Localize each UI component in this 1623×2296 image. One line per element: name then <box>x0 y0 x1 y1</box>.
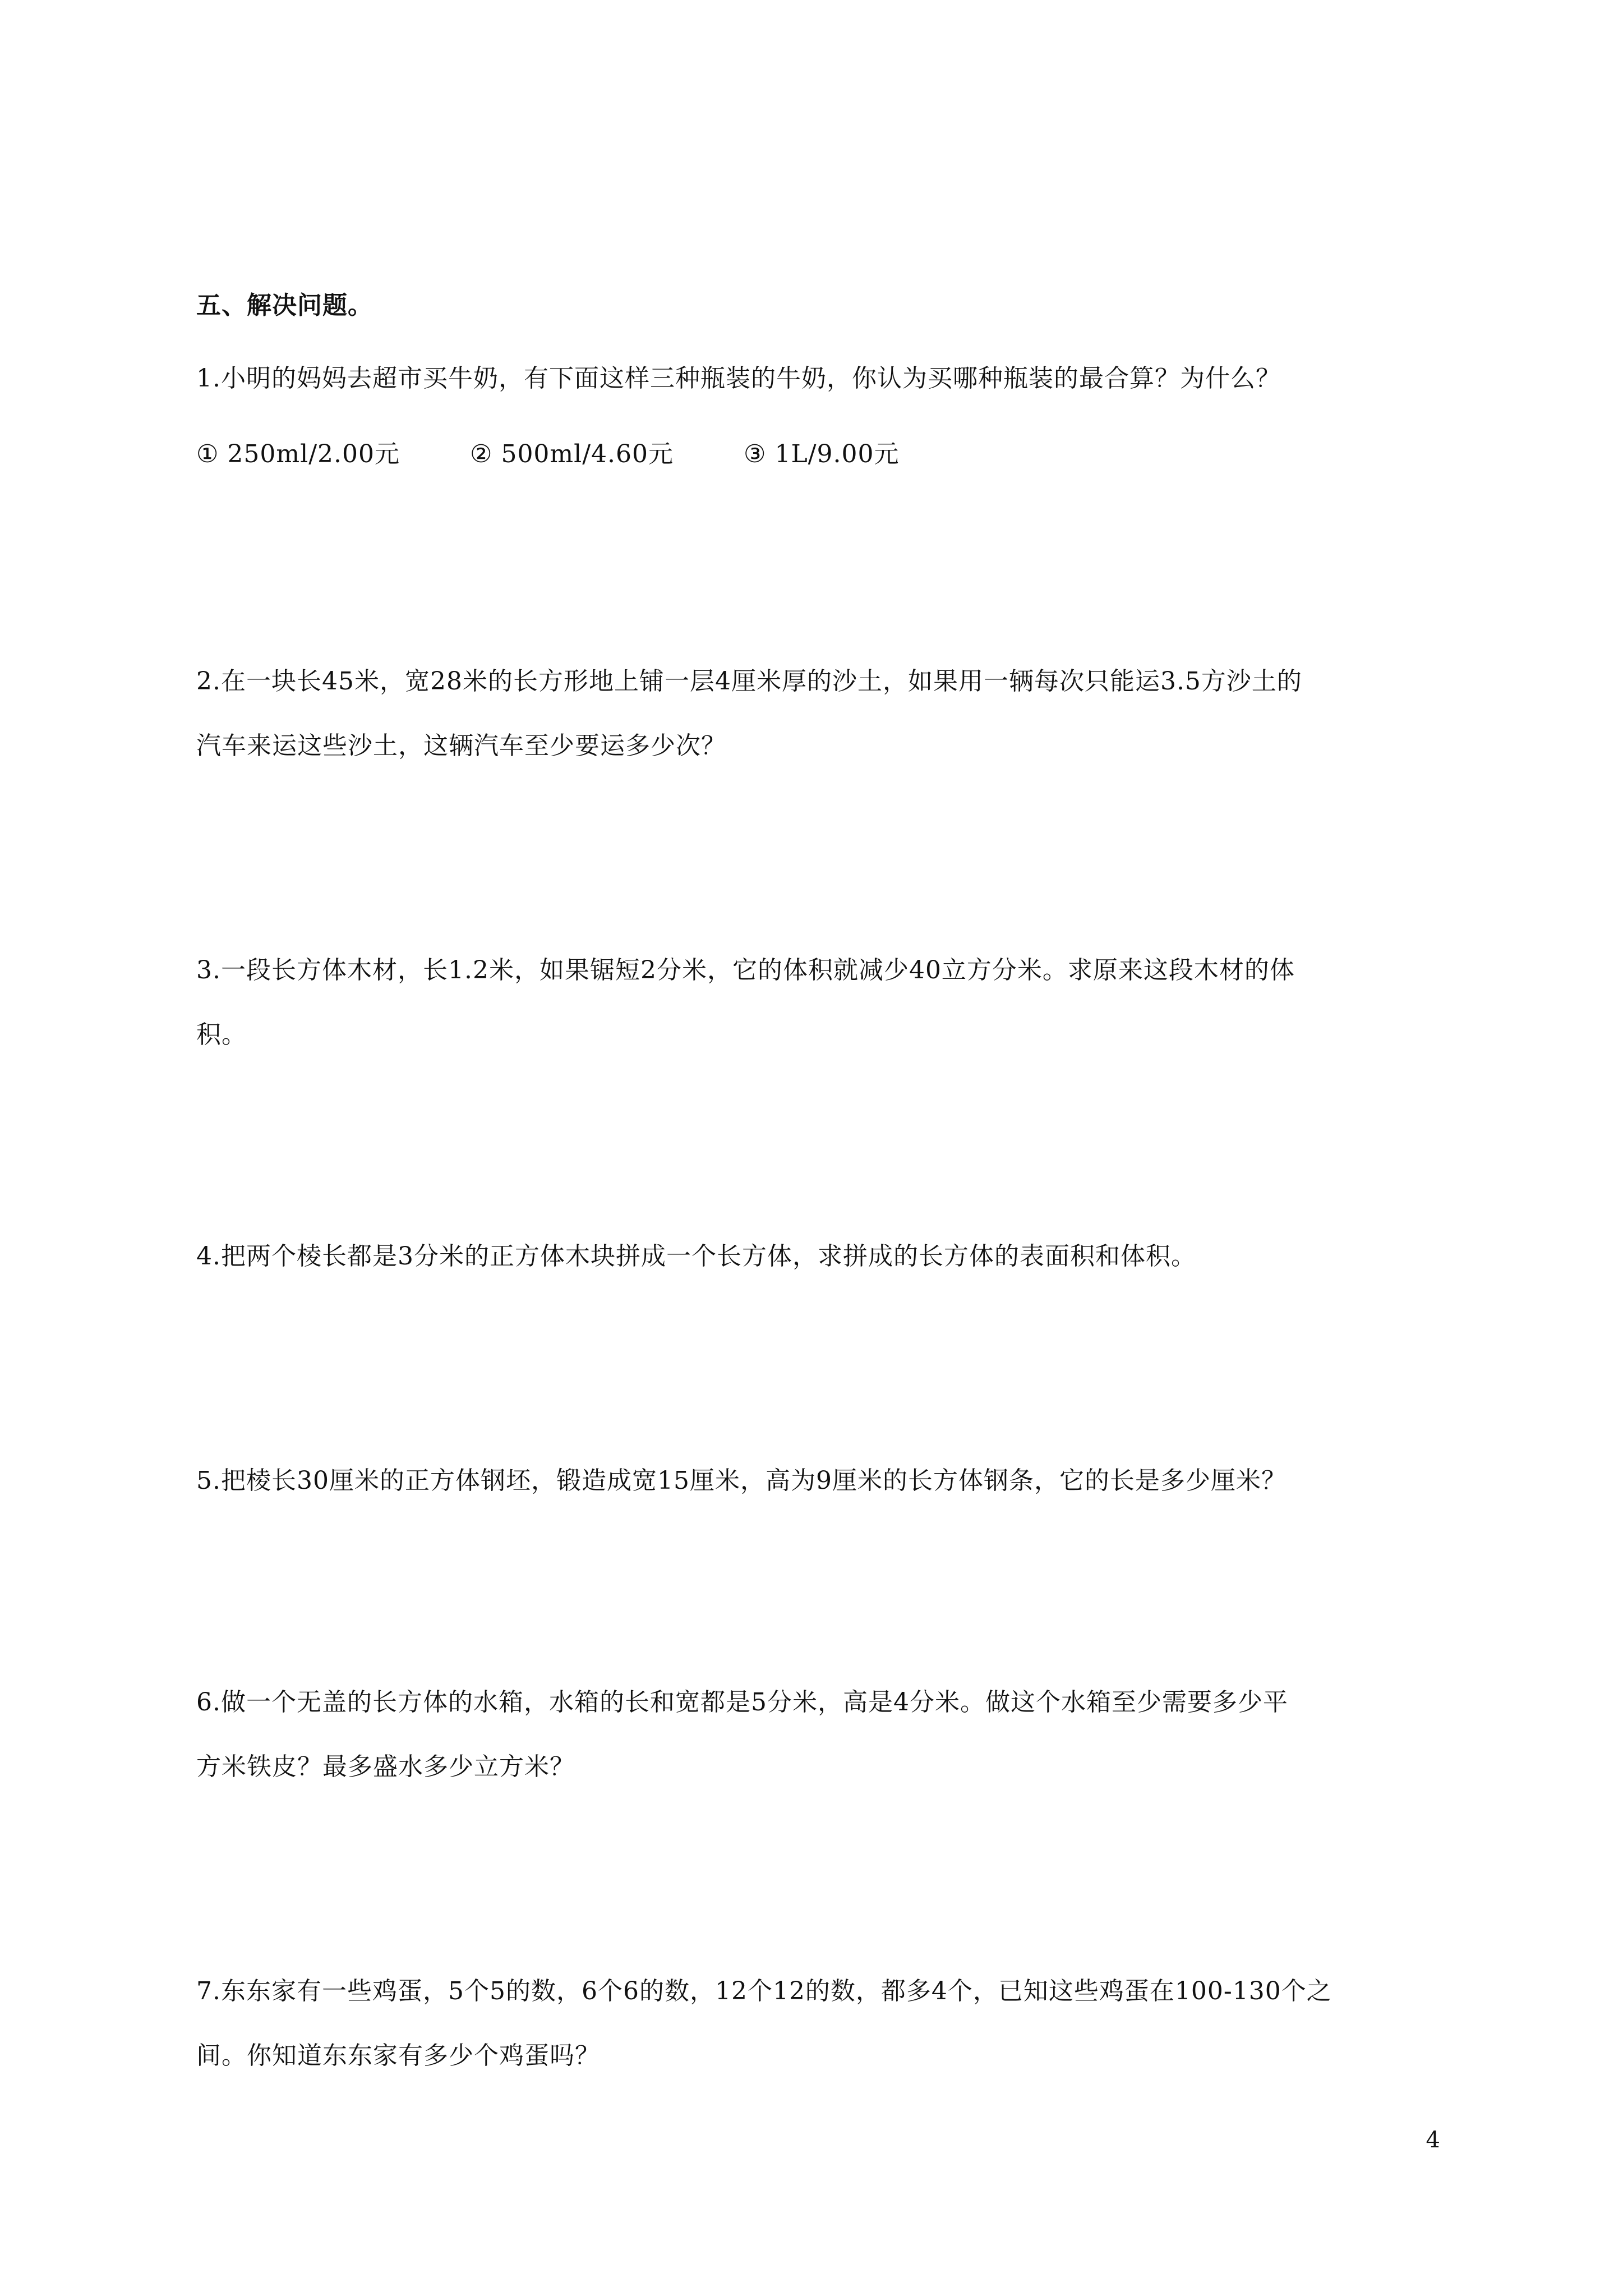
option-1: ① 250ml/2.00元 <box>196 440 400 468</box>
question-7-line-2: 间。你知道东东家有多少个鸡蛋吗？ <box>196 2041 600 2070</box>
question-6-line-1: 6.做一个无盖的长方体的水箱，水箱的长和宽都是5分米，高是4分米。做这个水箱至少需要多少平 <box>196 1688 1288 1717</box>
section-title: 五、解决问题。 <box>196 291 373 320</box>
page-number: 4 <box>1426 2127 1440 2153</box>
option-2: ② 500ml/4.60元 <box>470 440 674 468</box>
question-2-line-2: 汽车来运这些沙土，这辆汽车至少要运多少次？ <box>196 731 726 760</box>
question-6-line-2: 方米铁皮？最多盛水多少立方米？ <box>196 1752 575 1781</box>
question-5-line-1: 5.把棱长30厘米的正方体钢坯，锻造成宽15厘米，高为9厘米的长方体钢条，它的长是多少厘米？ <box>196 1466 1287 1495</box>
question-2-line-1: 2.在一块长45米，宽28米的长方形地上铺一层4厘米厚的沙土，如果用一辆每次只能运3.5方沙土的 <box>196 667 1302 696</box>
question-3-line-1: 3.一段长方体木材，长1.2米，如果锯短2分米，它的体积就减少40立方分米。求原来这段木材的体 <box>196 956 1295 984</box>
question-4-line-1: 4.把两个棱长都是3分米的正方体木块拼成一个长方体，求拼成的长方体的表面积和体积。 <box>196 1242 1196 1271</box>
question-1-options <box>196 438 961 471</box>
option-3: ③ 1L/9.00元 <box>744 440 900 468</box>
question-1-line-1: 1.小明的妈妈去超市买牛奶，有下面这样三种瓶装的牛奶，你认为买哪种瓶装的最合算？为什么？ <box>196 364 1281 393</box>
question-3-line-2: 积。 <box>196 1020 247 1049</box>
question-7-line-1: 7.东东家有一些鸡蛋，5个5的数，6个6的数，12个12的数，都多4个，已知这些鸡蛋在100-130个之 <box>196 1977 1332 2005</box>
